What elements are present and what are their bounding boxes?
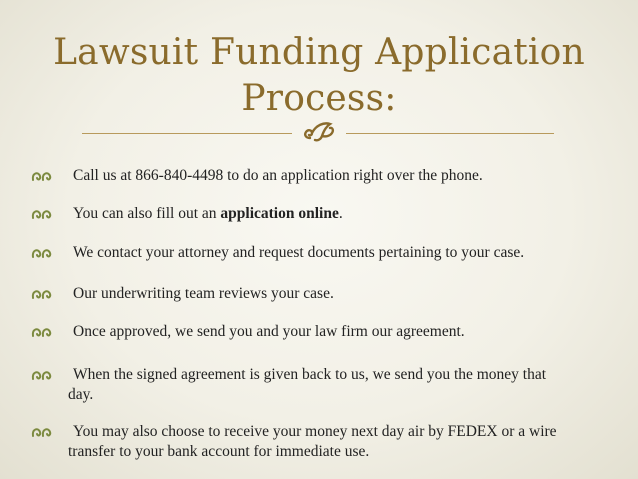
title-line-1: Lawsuit Funding Application <box>53 32 585 73</box>
bullet-text: We contact your attorney and request documents pertaining to your case. <box>73 244 525 261</box>
bullet-icon <box>30 286 60 302</box>
list-item <box>30 204 590 224</box>
bullet-text: Call us at 866-840-4498 to do an application right over the phone. <box>73 167 483 184</box>
bullet-icon <box>30 367 60 383</box>
title-line-2: Process: <box>241 78 397 119</box>
bullet-icon <box>30 324 60 340</box>
bullet-icon <box>30 424 60 440</box>
bullet-text-continuation: transfer to your bank account for immediate use. <box>68 443 370 460</box>
list-item <box>30 365 590 405</box>
bullet-icon <box>30 168 60 184</box>
list-item <box>30 243 590 263</box>
list-item <box>30 322 590 342</box>
bullet-icon <box>30 206 60 222</box>
bullet-icon <box>30 245 60 261</box>
list-item <box>30 284 590 304</box>
list-item <box>30 166 590 186</box>
bullet-text: Our underwriting team reviews your case. <box>73 285 334 302</box>
bullet-text: You may also choose to receive your money next day air by FEDEX or a wire <box>73 423 557 440</box>
bullet-text-before: You can also fill out an <box>73 205 221 222</box>
application-online-emphasis: application online <box>220 205 339 222</box>
bullet-text: When the signed agreement is given back to us, we send you the money that <box>73 366 547 383</box>
bullet-text-after: . <box>338 205 343 222</box>
list-item <box>30 422 590 462</box>
bullet-text-continuation: day. <box>68 386 94 403</box>
bullet-text <box>30 204 590 224</box>
bullet-text: Once approved, we send you and your law firm our agreement. <box>73 323 465 340</box>
